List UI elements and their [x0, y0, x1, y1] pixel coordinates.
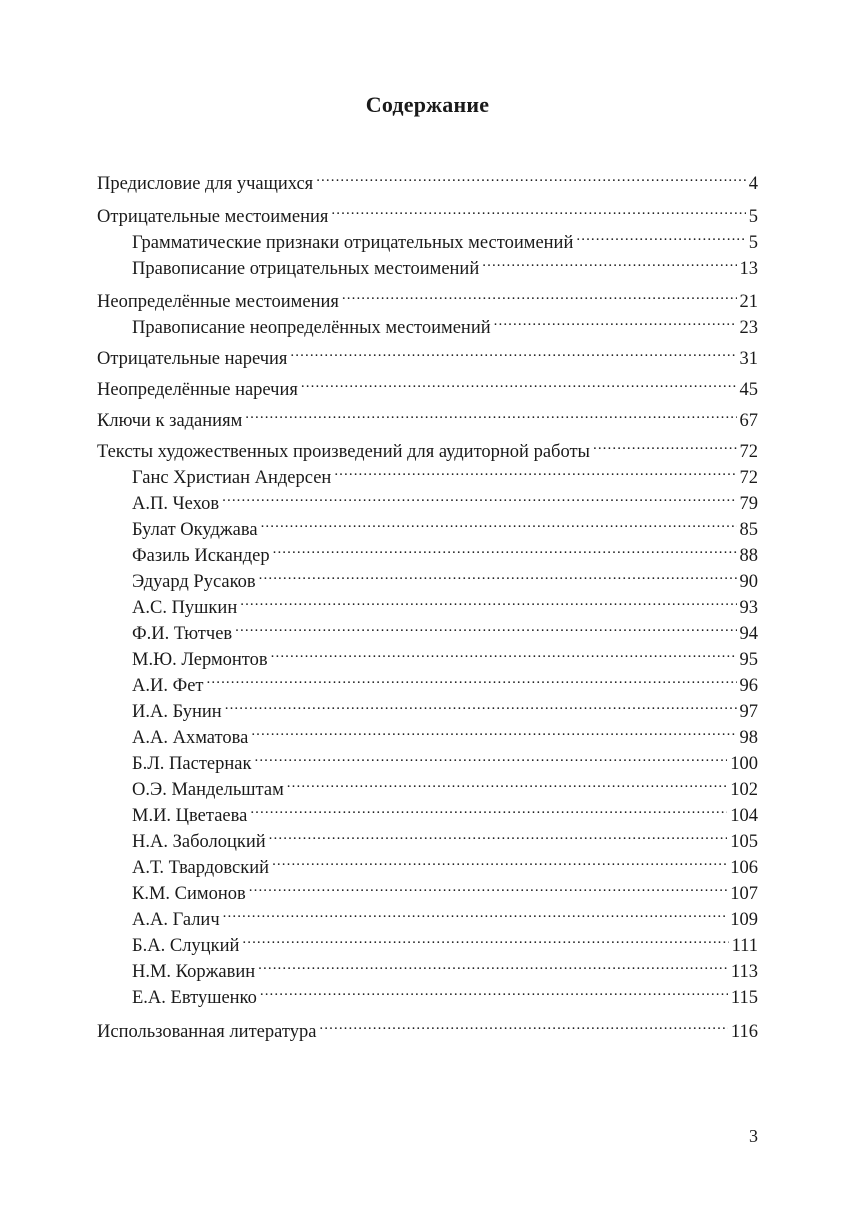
- toc-subentry-author[interactable]: [132, 823, 758, 852]
- toc-entry-title: Неопределённые местоимения: [97, 292, 339, 312]
- toc-entry-title: Ганс Христиан Андерсен: [132, 468, 332, 488]
- toc-entry-page: 107: [730, 884, 758, 904]
- toc-entry-title: Ключи к заданиям: [97, 411, 243, 431]
- toc-entry-page: 5: [748, 233, 758, 253]
- toc-entry-title: А.А. Галич: [132, 910, 220, 930]
- toc-entry-literary-texts[interactable]: [97, 433, 758, 462]
- dot-leader: [223, 901, 728, 925]
- toc-entry-page: 88: [739, 546, 758, 566]
- dot-leader: [259, 563, 737, 587]
- toc-subentry-author[interactable]: [132, 953, 758, 982]
- toc-subentry-author[interactable]: [132, 927, 758, 956]
- dot-leader: [240, 589, 736, 613]
- dot-leader: [287, 771, 727, 795]
- toc-entry-title: А.Т. Твардовский: [132, 858, 270, 878]
- toc-subentry-author[interactable]: [132, 901, 758, 930]
- toc-entry-title: А.А. Ахматова: [132, 728, 249, 748]
- toc-entry-title: Фазиль Искандер: [132, 546, 270, 566]
- toc-subentry-author[interactable]: [132, 537, 758, 566]
- dot-leader: [251, 719, 736, 743]
- toc-entry-title: Предисловие для учащихся: [97, 174, 314, 194]
- toc-subentry-author[interactable]: [132, 849, 758, 878]
- toc-entry-title: Б.Л. Пастернак: [132, 754, 252, 774]
- toc-entry-title: Отрицательные наречия: [97, 349, 288, 369]
- dot-leader: [331, 198, 745, 222]
- dot-leader: [260, 979, 728, 1003]
- toc-entry-title: О.Э. Мандельштам: [132, 780, 284, 800]
- page-number: 3: [749, 1126, 758, 1146]
- toc-entry-page: 67: [739, 411, 758, 431]
- toc-entry-preface[interactable]: [97, 165, 758, 194]
- dot-leader: [249, 875, 728, 899]
- toc-entry-answer-keys[interactable]: [97, 402, 758, 431]
- dot-leader: [235, 615, 736, 639]
- dot-leader: [316, 165, 746, 189]
- toc-entry-page: 95: [739, 650, 758, 670]
- toc-entry-page: 106: [730, 858, 758, 878]
- toc-entry-page: 72: [739, 468, 758, 488]
- toc-subentry-author[interactable]: [132, 511, 758, 540]
- toc-subentry-author[interactable]: [132, 693, 758, 722]
- toc-entry-page: 111: [731, 936, 758, 956]
- toc-entry-title: А.П. Чехов: [132, 494, 220, 514]
- toc-entry-page: 94: [739, 624, 758, 644]
- toc-entry-title: Н.А. Заболоцкий: [132, 832, 266, 852]
- dot-leader: [576, 224, 745, 248]
- dot-leader: [301, 371, 737, 395]
- dot-leader: [290, 340, 736, 364]
- dot-leader: [342, 283, 737, 307]
- toc-entry-title: А.И. Фет: [132, 676, 204, 696]
- toc-entry-title: Неопределённые наречия: [97, 380, 298, 400]
- toc-entry-negative-pronouns[interactable]: [97, 198, 758, 227]
- toc-entry-indefinite-adverbs[interactable]: [97, 371, 758, 400]
- toc-entry-page: 93: [739, 598, 758, 618]
- toc-subentry-grammatical-features[interactable]: [132, 224, 758, 253]
- toc-entry-page: 98: [739, 728, 758, 748]
- dot-leader: [254, 745, 727, 769]
- toc-entry-page: 85: [739, 520, 758, 540]
- toc-entry-title: А.С. Пушкин: [132, 598, 238, 618]
- toc-entry-negative-adverbs[interactable]: [97, 340, 758, 369]
- toc-entry-page: 21: [739, 292, 758, 312]
- toc-subentry-author[interactable]: [132, 745, 758, 774]
- toc-entry-page: 116: [730, 1022, 758, 1042]
- toc-subentry-author[interactable]: [132, 797, 758, 826]
- toc-entry-page: 4: [748, 174, 758, 194]
- toc-entry-title: Е.А. Евтушенко: [132, 988, 257, 1008]
- toc-entry-title: Ф.И. Тютчев: [132, 624, 233, 644]
- dot-leader: [494, 309, 737, 333]
- toc-entry-title: Б.А. Слуцкий: [132, 936, 240, 956]
- toc-entry-page: 5: [748, 207, 758, 227]
- dot-leader: [258, 953, 728, 977]
- toc-subentry-negative-spelling[interactable]: [132, 250, 758, 279]
- dot-leader: [242, 927, 728, 951]
- dot-leader: [207, 667, 737, 691]
- toc-entry-page: 96: [739, 676, 758, 696]
- toc-entry-page: 102: [730, 780, 758, 800]
- toc-entry-indefinite-pronouns[interactable]: [97, 283, 758, 312]
- toc-subentry-author[interactable]: [132, 589, 758, 618]
- toc-subentry-author[interactable]: [132, 875, 758, 904]
- dot-leader: [245, 402, 736, 426]
- toc-entry-page: 45: [739, 380, 758, 400]
- toc-entry-title: Н.М. Коржавин: [132, 962, 256, 982]
- toc-entry-title: И.А. Бунин: [132, 702, 222, 722]
- dot-leader: [593, 433, 737, 457]
- toc-subentry-author[interactable]: [132, 485, 758, 514]
- page-title: Содержание: [365, 92, 490, 117]
- toc-entry-title: Отрицательные местоимения: [97, 207, 329, 227]
- toc-entry-title: М.Ю. Лермонтов: [132, 650, 268, 670]
- dot-leader: [222, 485, 736, 509]
- toc-subentry-author[interactable]: [132, 719, 758, 748]
- dot-leader: [261, 511, 737, 535]
- toc-subentry-author[interactable]: [132, 563, 758, 592]
- toc-entry-page: 115: [730, 988, 758, 1008]
- dot-leader: [482, 250, 736, 274]
- toc-entry-page: 105: [730, 832, 758, 852]
- toc-entry-page: 13: [739, 259, 758, 279]
- toc-subentry-author[interactable]: [132, 615, 758, 644]
- toc-entry-title: Грамматические признаки отрицательных местоимений: [132, 233, 574, 253]
- toc-subentry-author[interactable]: [132, 641, 758, 670]
- toc-entry-title: Булат Окуджава: [132, 520, 258, 540]
- toc-entry-title: Использованная литература: [97, 1022, 317, 1042]
- toc-subentry-author[interactable]: [132, 667, 758, 696]
- toc-entry-title: Тексты художественных произведений для аудиторной работы: [97, 442, 590, 462]
- toc-entry-page: 79: [739, 494, 758, 514]
- toc-entry-references[interactable]: [97, 1013, 758, 1042]
- dot-leader: [273, 537, 737, 561]
- toc-entry-title: Эдуард Русаков: [132, 572, 256, 592]
- toc-entry-title: Правописание неопределённых местоимений: [132, 318, 491, 338]
- toc-subentry-author[interactable]: [132, 979, 758, 1008]
- toc-entry-page: 113: [730, 962, 758, 982]
- toc-entry-page: 90: [739, 572, 758, 592]
- dot-leader: [250, 797, 727, 821]
- toc-entry-page: 72: [739, 442, 758, 462]
- toc-entry-page: 31: [739, 349, 758, 369]
- toc-subentry-author[interactable]: [132, 459, 758, 488]
- dot-leader: [225, 693, 737, 717]
- toc-entry-page: 97: [739, 702, 758, 722]
- toc-entry-title: Правописание отрицательных местоимений: [132, 259, 480, 279]
- toc-entry-page: 109: [730, 910, 758, 930]
- toc-entry-title: М.И. Цветаева: [132, 806, 248, 826]
- dot-leader: [272, 849, 727, 873]
- dot-leader: [319, 1013, 728, 1037]
- toc-entry-page: 23: [739, 318, 758, 338]
- dot-leader: [271, 641, 737, 665]
- toc-subentry-indefinite-spelling[interactable]: [132, 309, 758, 338]
- toc-entry-title: К.М. Симонов: [132, 884, 246, 904]
- toc-entry-page: 104: [730, 806, 758, 826]
- toc-subentry-author[interactable]: [132, 771, 758, 800]
- toc-entry-page: 100: [730, 754, 758, 774]
- dot-leader: [269, 823, 728, 847]
- dot-leader: [334, 459, 736, 483]
